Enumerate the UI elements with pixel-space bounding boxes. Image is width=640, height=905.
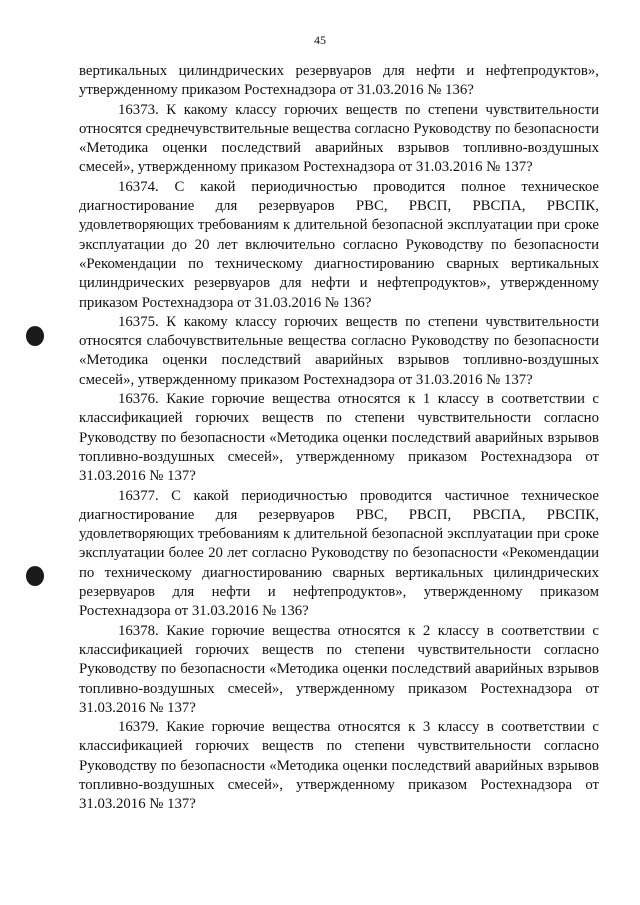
question-16377: 16377. С какой периодичностью проводится частичное техническое диагностирование для резервуаров РВС, РВСП, РВСПА, РВСПК, удовлетворяющих требованиям к длительной безопасной эксплуатации при сроке эксплуатации более 20 лет согласно Руководству по безопасности «Рекомендации по техническому диагностированию сварных вертикальных цилиндрических резервуаров для нефти и нефтепродуктов», утвержденному приказом Ростехнадзора от 31.03.2016 № 136?: [79, 487, 599, 620]
question-16376: 16376. Какие горючие вещества относятся к 1 классу в соответствии с классификацией горючих веществ по степени чувствительности согласно Руководству по безопасности «Методика оценки последствий аварийных взрывов топливно-воздушных смесей», утвержденному приказом Ростехнадзора от 31.03.2016 № 137?: [79, 391, 599, 485]
punch-hole-mark: [26, 566, 44, 586]
paragraph-continuation: вертикальных цилиндрических резервуаров для нефти и нефтепродуктов», утвержденному приказом Ростехнадзора от 31.03.2016 № 136?: [79, 63, 599, 99]
punch-hole-mark: [26, 326, 44, 346]
document-body: [79, 62, 599, 815]
question-16374: 16374. С какой периодичностью проводится полное техническое диагностирование для резервуаров РВС, РВСП, РВСПА, РВСПК, удовлетворяющих требованиям к длительной безопасной эксплуатации при сроке эксплуатации до 20 лет включительно согласно Руководству по безопасности «Рекомендации по техническому диагностированию сварных вертикальных цилиндрических резервуаров для нефти и нефтепродуктов», утвержденному приказом Ростехнадзора от 31.03.2016 № 136?: [79, 178, 599, 311]
question-16378: 16378. Какие горючие вещества относятся к 2 классу в соответствии с классификацией горючих веществ по степени чувствительности согласно Руководству по безопасности «Методика оценки последствий аварийных взрывов топливно-воздушных смесей», утвержденному приказом Ростехнадзора от 31.03.2016 № 137?: [79, 622, 599, 716]
question-16375: 16375. К какому классу горючих веществ по степени чувствительности относятся слабочувствительные вещества согласно Руководству по безопасности «Методика оценки последствий аварийных взрывов топливно-воздушных смесей», утвержденному приказом Ростехнадзора от 31.03.2016 № 137?: [79, 313, 599, 388]
question-16373: 16373. К какому классу горючих веществ по степени чувствительности относятся среднечувствительные вещества согласно Руководству по безопасности «Методика оценки последствий аварийных взрывов топливно-воздушных смесей», утвержденному приказом Ростехнадзора от 31.03.2016 № 137?: [79, 101, 599, 176]
page-number: 45: [314, 33, 326, 47]
question-16379: 16379. Какие горючие вещества относятся к 3 классу в соответствии с классификацией горючих веществ по степени чувствительности согласно Руководству по безопасности «Методика оценки последствий аварийных взрывов топливно-воздушных смесей», утвержденному приказом Ростехнадзора от 31.03.2016 № 137?: [79, 719, 599, 813]
